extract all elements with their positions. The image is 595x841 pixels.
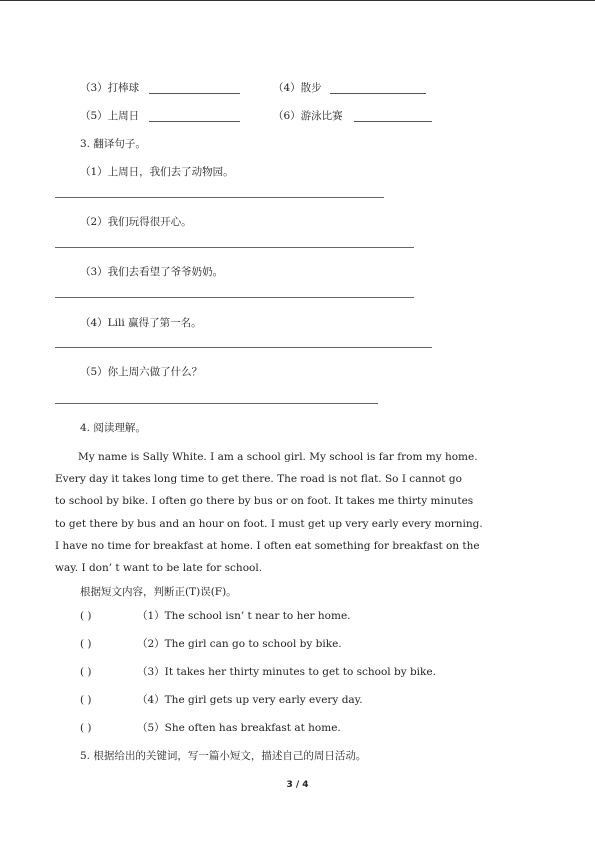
section3-title: 3. 翻译句子。 [80,138,146,150]
vocab-item-6: （6）游泳比赛 [273,110,343,122]
translate-answer-line-3[interactable] [55,297,414,298]
tf-answer-bracket-1[interactable]: ( ) [80,610,92,622]
passage-line-5: I have no time for breakfast at home. I often eat something for breakfast on the [55,539,480,552]
reading-passage [55,446,543,579]
tf-statement-3 [80,664,436,679]
tf-answer-bracket-2[interactable]: ( ) [80,638,92,650]
translate-sentence-2: （2）我们玩得很开心。 [80,216,192,228]
translate-sentence-5: （5）你上周六做了什么？ [80,366,203,378]
vocab-answer-line-3[interactable] [149,93,240,94]
translate-answer-line-2[interactable] [55,247,414,248]
tf-statement-5 [80,720,341,735]
tf-statement-text-1: （1）The school isn’ t near to her home. [137,610,351,622]
translate-answer-line-5[interactable] [55,403,378,404]
true-false-instruction: 根据短文内容，判断正(T)误(F)。 [80,586,237,598]
vocab-item-3: （3）打棒球 [80,82,140,94]
tf-statement-text-5: （5）She often has breakfast at home. [137,722,341,734]
tf-statement-text-3: （3）It takes her thirty minutes to get to school by bike. [137,666,436,678]
translate-answer-line-4[interactable] [55,347,432,348]
section4-title: 4. 阅读理解。 [80,422,146,434]
tf-answer-bracket-5[interactable]: ( ) [80,722,92,734]
tf-answer-bracket-4[interactable]: ( ) [80,694,92,706]
translate-answer-line-1[interactable] [55,197,384,198]
vocab-answer-line-6[interactable] [354,121,432,122]
page-top-border [0,0,595,1]
passage-line-1: My name is Sally White. I am a school girl. My school is far from my home. [78,451,478,463]
vocab-item-4: （4）散步 [273,82,322,94]
tf-statement-4 [80,692,363,707]
tf-statement-text-2: （2）The girl can go to school by bike. [137,638,342,650]
section5-title: 5. 根据给出的关键词，写一篇小短文，描述自己的周日活动。 [80,750,367,762]
vocab-item-5: （5）上周日 [80,110,140,122]
passage-line-3: to school by bike. I often go there by bus or on foot. It takes me thirty minutes [55,495,474,508]
passage-line-6: way. I don’ t want to be late for school. [55,562,263,575]
translate-sentence-1: （1）上周日，我们去了动物园。 [80,166,234,178]
vocab-answer-line-4[interactable] [330,93,426,94]
tf-statement-text-4: （4）The girl gets up very early every day. [137,694,363,706]
tf-statement-2 [80,636,342,651]
translate-sentence-3: （3）我们去看望了爷爷奶奶。 [80,266,224,278]
tf-answer-bracket-3[interactable]: ( ) [80,666,92,678]
page-number: 3 / 4 [286,780,309,790]
tf-statement-1 [80,608,351,623]
translate-sentence-4: （4）Lili 赢得了第一名。 [80,317,202,329]
passage-line-2: Every day it takes long time to get there. The road is not flat. So I cannot go [55,473,462,486]
passage-line-4: to get there by bus and an hour on foot. I must get up very early every morning. [55,517,483,530]
vocab-answer-line-5[interactable] [149,121,240,122]
